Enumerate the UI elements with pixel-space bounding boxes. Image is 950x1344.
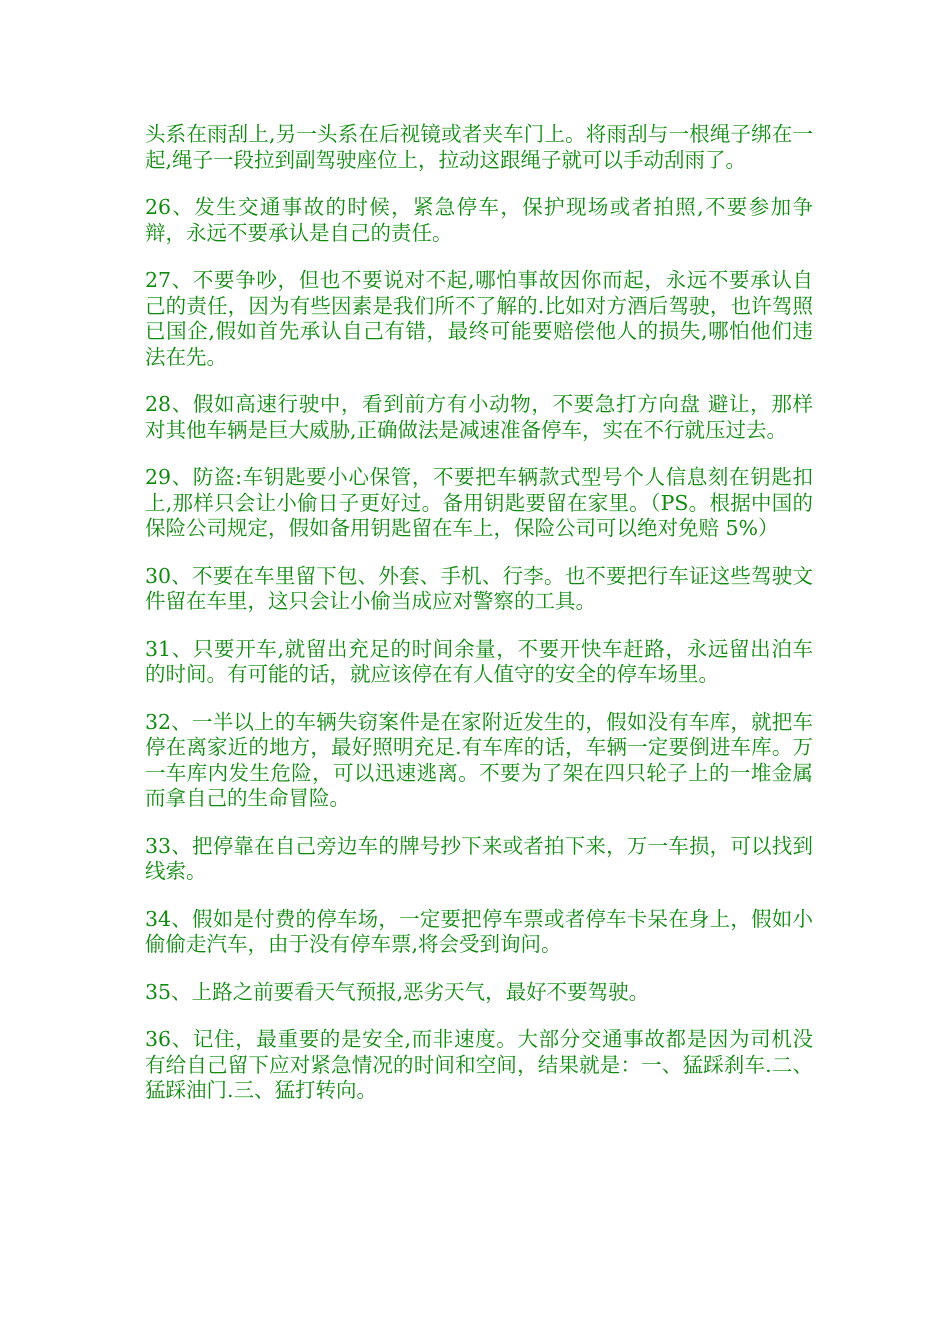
document-body	[145, 122, 813, 1126]
paragraph-item-34: 34、假如是付费的停车场，一定要把停车票或者停车卡呆在身上，假如小偷偷走汽车，由于没有停车票,将会受到询问。	[145, 906, 813, 956]
paragraph-item-29: 29、防盗:车钥匙要小心保管，不要把车辆款式型号个人信息刻在钥匙扣上,那样只会让小偷日子更好过。备用钥匙要留在家里。（PS。根据中国的保险公司规定，假如备用钥匙留在车上，保险公司可以绝对免赔 5%）	[145, 465, 813, 540]
paragraph-item-36: 36、记住，最重要的是安全,而非速度。大部分交通事故都是因为司机没有给自己留下应对紧急情况的时间和空间，结果就是：一、猛踩刹车.二、猛踩油门.三、猛打转向。	[145, 1027, 813, 1102]
paragraph-continuation: 头系在雨刮上,另一头系在后视镜或者夹车门上。将雨刮与一根绳子绑在一起,绳子一段拉到副驾驶座位上，拉动这跟绳子就可以手动刮雨了。	[145, 122, 813, 172]
paragraph-item-35: 35、上路之前要看天气预报,恶劣天气，最好不要驾驶。	[145, 979, 650, 1004]
paragraph-item-30: 30、不要在车里留下包、外套、手机、行李。也不要把行车证这些驾驶文件留在车里，这只会让小偷当成应对警察的工具。	[145, 563, 813, 613]
paragraph-item-32: 32、一半以上的车辆失窃案件是在家附近发生的，假如没有车库，就把车停在离家近的地方，最好照明充足.有车库的话，车辆一定要倒进车库。万一车库内发生危险，可以迅速逃离。不要为了架在四只轮子上的一堆金属而拿自己的生命冒险。	[145, 709, 813, 810]
paragraph-item-33: 33、把停靠在自己旁边车的牌号抄下来或者拍下来，万一车损，可以找到线索。	[145, 833, 813, 883]
paragraph-item-27: 27、不要争吵，但也不要说对不起,哪怕事故因你而起，永远不要承认自己的责任，因为有些因素是我们所不了解的.比如对方酒后驾驶，也许驾照已国企,假如首先承认自己有错，最终可能要赔偿他人的损失,哪怕他们违法在先。	[145, 268, 813, 369]
paragraph-item-28: 28、假如高速行驶中，看到前方有小动物，不要急打方向盘 避让，那样对其他车辆是巨大威胁,正确做法是减速准备停车，实在不行就压过去。	[145, 392, 813, 442]
paragraph-item-26: 26、发生交通事故的时候，紧急停车，保护现场或者拍照,不要参加争辩，永远不要承认是自己的责任。	[145, 195, 813, 245]
paragraph-item-31: 31、只要开车,就留出充足的时间余量，不要开快车赶路，永远留出泊车的时间。有可能的话，就应该停在有人值守的安全的停车场里。	[145, 636, 813, 686]
